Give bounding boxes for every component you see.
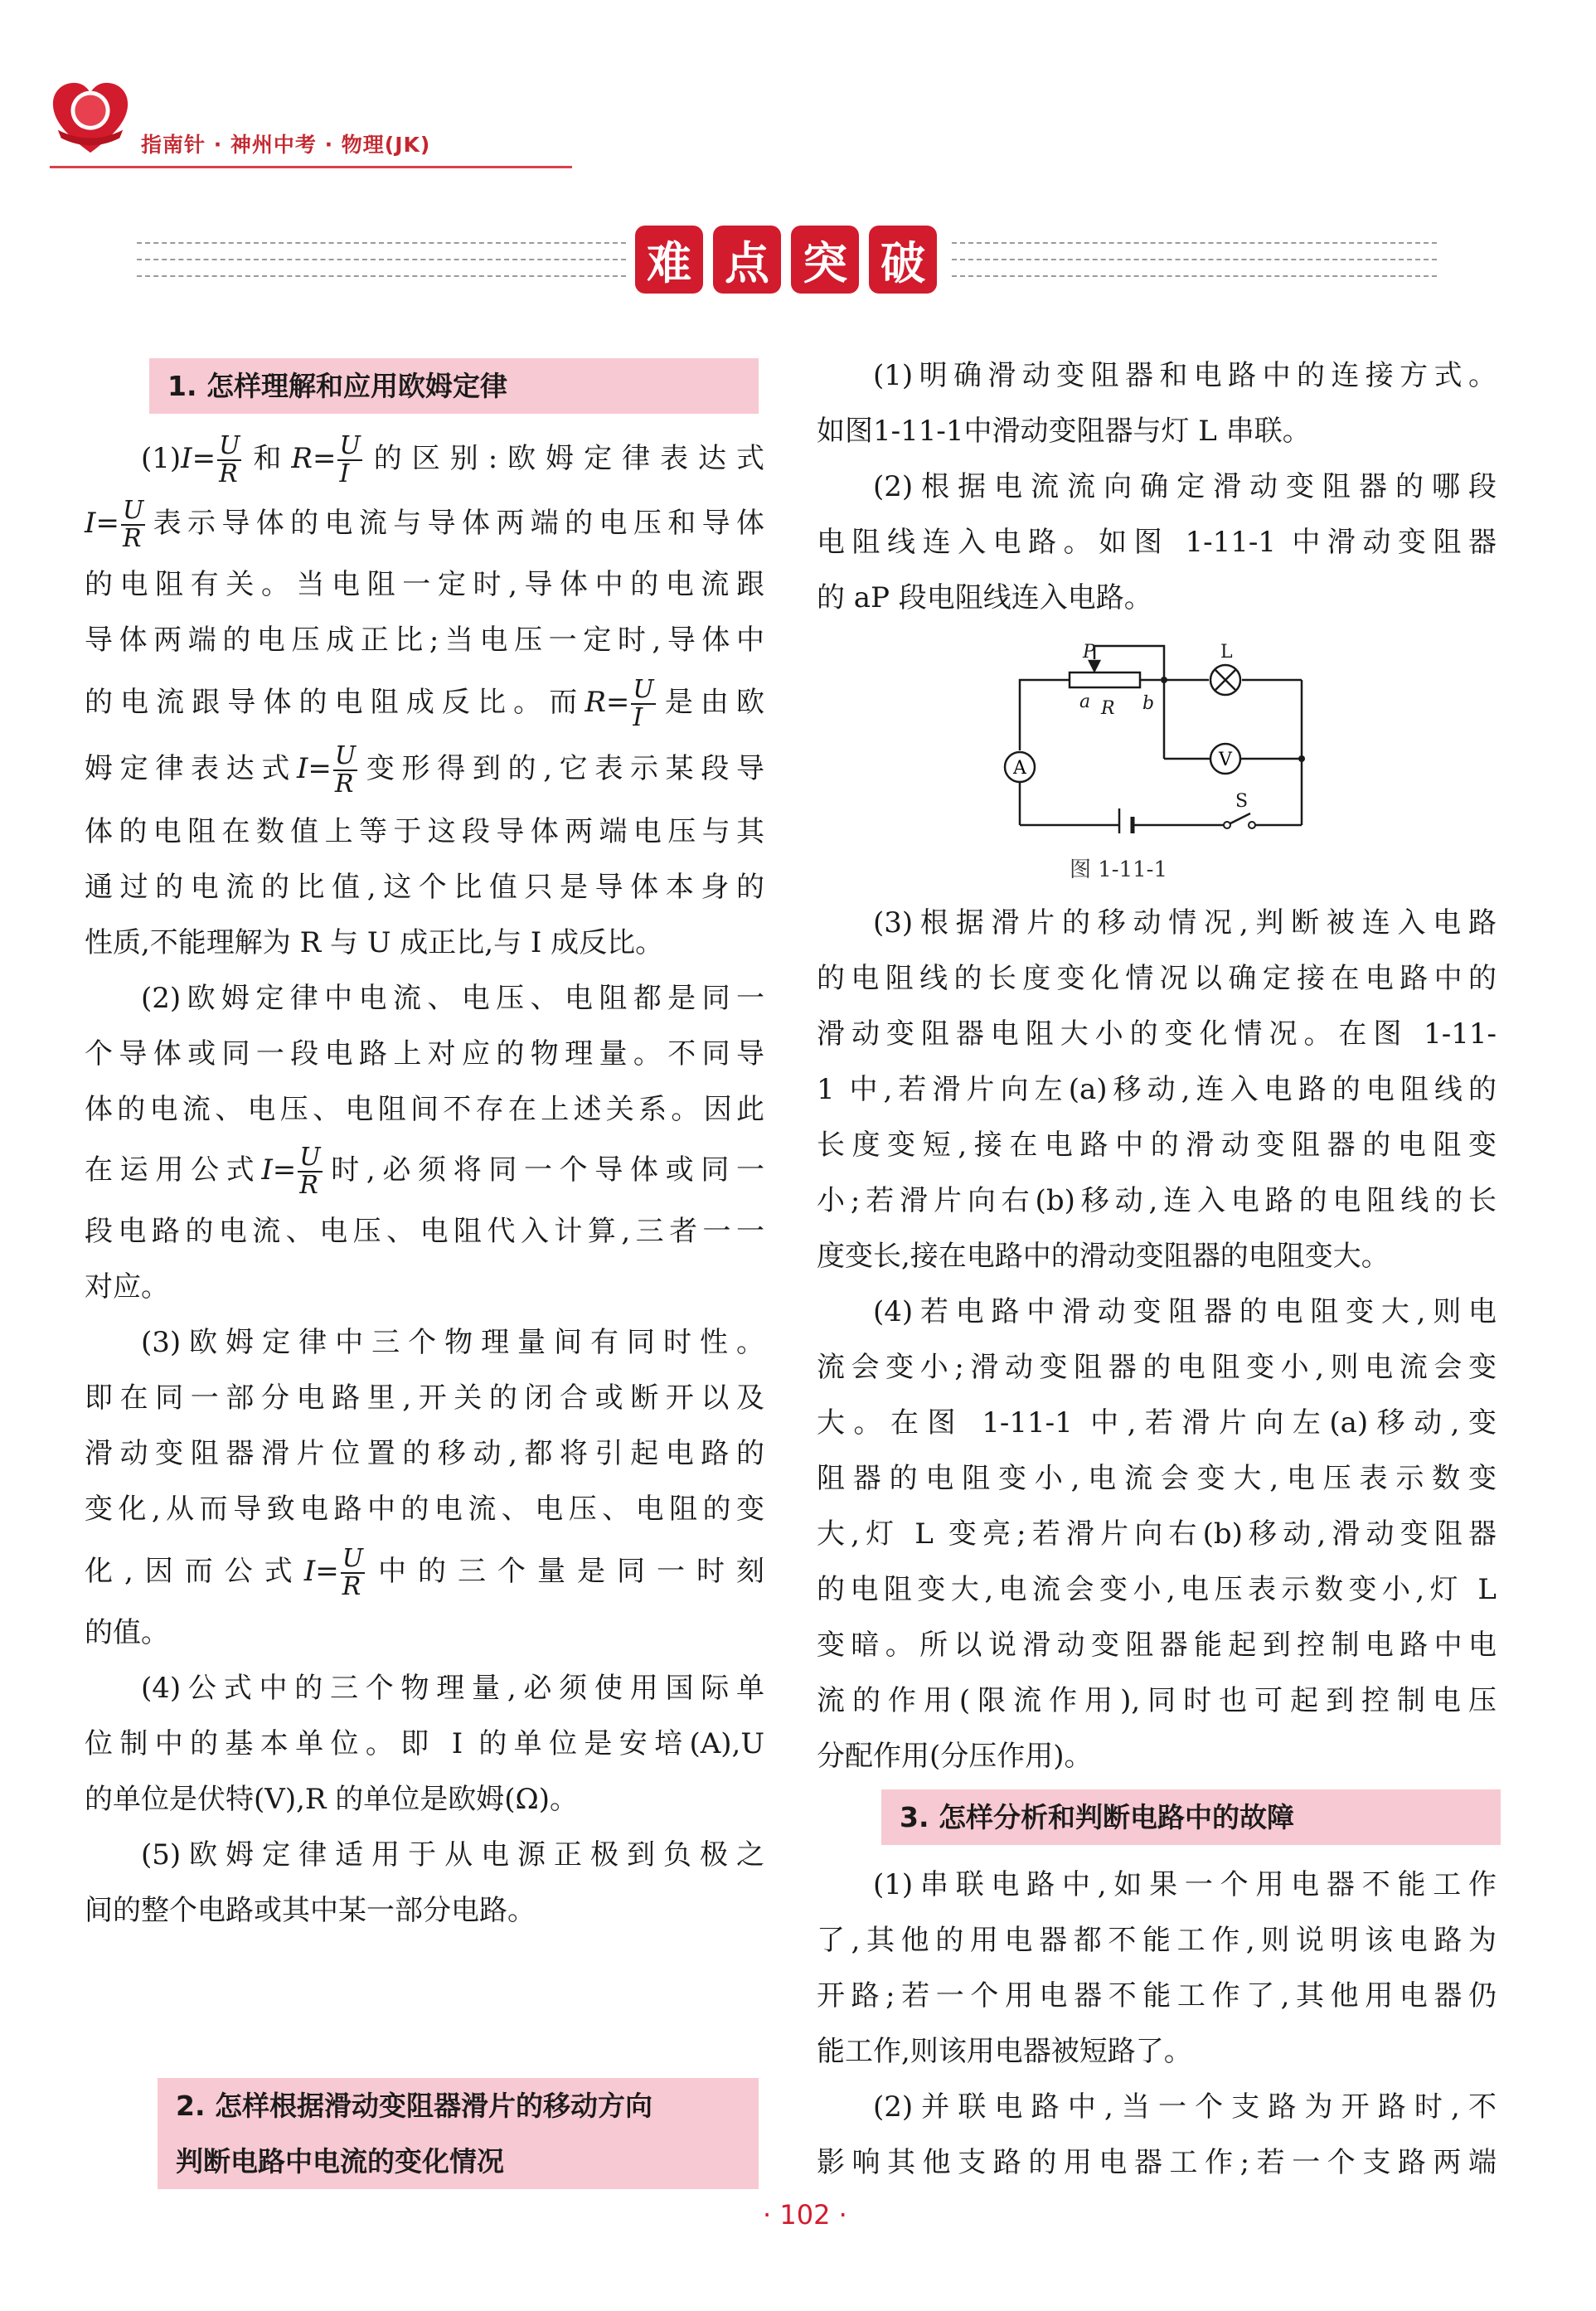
text-line: 阻器的电阻变小,电流会变大,电压表示数变	[817, 1462, 1497, 1495]
ammeter-icon	[1005, 752, 1035, 782]
banner-dash-left-3	[137, 275, 626, 277]
heading-text: 3. 怎样分析和判断电路中的故障	[900, 1801, 1294, 1833]
text-line: 流会变小;滑动变阻器的电阻变小,则电流会变	[817, 1351, 1497, 1384]
section-heading-2	[158, 2078, 759, 2189]
banner-char-3: 突	[791, 226, 859, 294]
banner-dash-left-2	[137, 259, 626, 260]
text-line: 的电阻变大,电流会变小,电压表示数变小,灯 L	[817, 1573, 1497, 1606]
text-line: (2)根据电流流向确定滑动变阻器的哪段	[873, 470, 1497, 503]
text-line: 电阻线连入电路。如图 1-11-1 中滑动变阻器	[817, 526, 1497, 559]
text-line: 滑动变阻器滑片位置的移动,都将引起电路的	[85, 1437, 764, 1470]
text-line: 即在同一部分电路里,开关的闭合或断开以及	[85, 1381, 764, 1415]
text-line: 大,灯 L 变亮;若滑片向右(b)移动,滑动变阻器	[817, 1517, 1497, 1551]
text-line: (5)欧姆定律适用于从电源正极到负极之	[141, 1838, 764, 1872]
svg-text:A: A	[1013, 758, 1026, 779]
fraction-u-over-i: $\frac{U}{I}$	[633, 675, 654, 732]
text-line: 大。在图 1-11-1 中,若滑片向左(a)移动,变	[817, 1406, 1497, 1440]
text-line: 的电阻线的长度变化情况以确定接在电路中的	[817, 962, 1497, 995]
text-line: 分配作用(分压作用)。	[817, 1740, 1093, 1773]
fraction-u-over-r: $\frac{U}{R}$	[219, 431, 240, 488]
text-line: 影响其他支路的用电器工作;若一个支路两端	[817, 2146, 1497, 2179]
heading-text-line-2: 判断电路中电流的变化情况	[176, 2145, 504, 2177]
label-b: b	[1142, 693, 1155, 714]
text-line: (4)公式中的三个物理量,必须使用国际单	[141, 1672, 764, 1705]
svg-text:V: V	[1219, 750, 1232, 770]
heading-text: 1. 怎样理解和应用欧姆定律	[167, 370, 507, 402]
text-line: 的 aP 段电阻线连入电路。	[817, 581, 1152, 614]
text-line: 体的电阻在数值上等于这段导体两端电压与其	[85, 815, 764, 848]
text-line: (4)若电路中滑动变阻器的电阻变大,则电	[873, 1295, 1497, 1328]
publisher-logo	[50, 78, 131, 159]
section2-body-bottom	[817, 896, 1497, 1784]
banner-char-2: 点	[713, 226, 781, 294]
text-line: 导体两端的电压成正比;当电压一定时,导体中	[85, 624, 764, 657]
text-line: 性质,不能理解为 R 与 U 成正比,与 I 成反比。	[85, 926, 664, 959]
text-line: (3)欧姆定律中三个物理量间有同时性。	[141, 1326, 764, 1359]
label-l: L	[1220, 643, 1233, 663]
section-heading-1	[149, 358, 759, 414]
label-a: a	[1079, 692, 1091, 712]
heading-text-line-1: 2. 怎样根据滑动变阻器滑片的移动方向	[176, 2090, 652, 2122]
fraction-u-over-r: $\frac{U}{R}$	[122, 496, 144, 553]
text-line: 在运用公式I= $\frac{U}{R}$ 时,必须将同一个导体或同一	[85, 1143, 765, 1200]
text-line: 位制中的基本单位。即 I 的单位是安培(A),U	[85, 1727, 764, 1760]
text-line: 体的电流、电压、电阻间不存在上述关系。因此	[85, 1093, 764, 1126]
series-title: 指南针 · 神州中考 · 物理(JK)	[141, 133, 431, 157]
text-line: 能工作,则该用电器被短路了。	[817, 2035, 1192, 2068]
text-line: 的电流跟导体的电阻成反比。而R= $\frac{U}{I}$ 是由欧	[85, 675, 764, 732]
fraction-u-over-i: $\frac{U}{I}$	[339, 431, 361, 488]
text-line: 的单位是伏特(V),R 的单位是欧姆(Ω)。	[85, 1783, 579, 1816]
text-line: 的值。	[85, 1616, 169, 1649]
text-line: 长度变短,接在电路中的滑动变阻器的电阻变	[817, 1129, 1497, 1162]
text-line: (1)I= $\frac{U}{R}$ 和R= $\frac{U}{I}$ 的区别:欧姆定律表达式	[141, 431, 764, 488]
text-line: (1)明确滑动变阻器和电路中的连接方式。	[873, 359, 1497, 392]
fraction-u-over-r: $\frac{U}{R}$	[334, 741, 357, 799]
text-line: 对应。	[85, 1270, 169, 1304]
banner-dash-right-2	[952, 259, 1437, 260]
text-line: (2)欧姆定律中电流、电压、电阻都是同一	[141, 982, 764, 1015]
text-line: 开路;若一个用电器不能工作了,其他用电器仍	[817, 1979, 1497, 2012]
section3-body	[817, 1857, 1497, 2191]
header-rule	[50, 166, 572, 168]
banner-dash-right-1	[952, 242, 1437, 244]
text-line: 的电阻有关。当电阻一定时,导体中的电流跟	[85, 568, 764, 601]
fraction-u-over-r: $\frac{U}{R}$	[342, 1544, 364, 1601]
page-number: · 102 ·	[763, 2199, 847, 2231]
circuit-diagram	[1003, 643, 1318, 833]
banner-char-4: 破	[869, 226, 937, 294]
text-line: 小;若滑片向右(b)移动,连入电路的电阻线的长	[817, 1184, 1497, 1217]
banner-char-1: 难	[635, 226, 703, 294]
text-line: 1 中,若滑片向左(a)移动,连入电路的电阻线的	[817, 1073, 1497, 1106]
text-line: 滑动变阻器电阻大小的变化情况。在图 1-11-	[817, 1017, 1497, 1051]
text-line: 段电路的电流、电压、电阻代入计算,三者一一	[85, 1215, 764, 1248]
text-line: 了,其他的用电器都不能工作,则说明该电路为	[817, 1924, 1497, 1957]
banner-dash-left-1	[137, 242, 626, 244]
voltmeter-icon	[1210, 744, 1240, 774]
label-p: P	[1083, 643, 1095, 663]
banner-dash-right-3	[952, 275, 1437, 277]
text-line: 姆定律表达式I= $\frac{U}{R}$ 变形得到的,它表示某段导	[85, 741, 764, 799]
section2-body-top	[817, 348, 1497, 626]
text-line: 变暗。所以说滑动变阻器能起到控制电路中电	[817, 1629, 1497, 1662]
text-line: 如图1-11-1中滑动变阻器与灯 L 串联。	[817, 415, 1311, 448]
text-line: 度变长,接在电路中的滑动变阻器的电阻变大。	[817, 1240, 1390, 1273]
lamp-icon	[1210, 665, 1240, 695]
text-line: (3)根据滑片的移动情况,判断被连入电路	[873, 906, 1497, 939]
text-line: 化,因而公式I= $\frac{U}{R}$ 中的三个量是同一时刻	[85, 1544, 765, 1601]
text-line: 个导体或同一段电路上对应的物理量。不同导	[85, 1037, 764, 1071]
text-line: 间的整个电路或其中某一部分电路。	[85, 1894, 536, 1927]
section1-body	[85, 431, 764, 1939]
figure-caption: 图 1-11-1	[1070, 857, 1168, 882]
text-line: (2)并联电路中,当一个支路为开路时,不	[873, 2090, 1497, 2124]
section-heading-3	[881, 1789, 1501, 1845]
text-line: 流的作用(限流作用),同时也可起到控制电压	[817, 1684, 1497, 1717]
fraction-u-over-r: $\frac{U}{R}$	[299, 1143, 321, 1200]
label-s: S	[1235, 791, 1249, 812]
text-line: (1)串联电路中,如果一个用电器不能工作	[873, 1868, 1497, 1901]
text-line: 通过的电流的比值,这个比值只是导体本身的	[85, 871, 764, 904]
text-line: 变化,从而导致电路中的电流、电压、电阻的变	[85, 1493, 764, 1526]
text-line: I= $\frac{U}{R}$ 表示导体的电流与导体两端的电压和导体	[85, 496, 764, 553]
label-r: R	[1101, 698, 1115, 719]
